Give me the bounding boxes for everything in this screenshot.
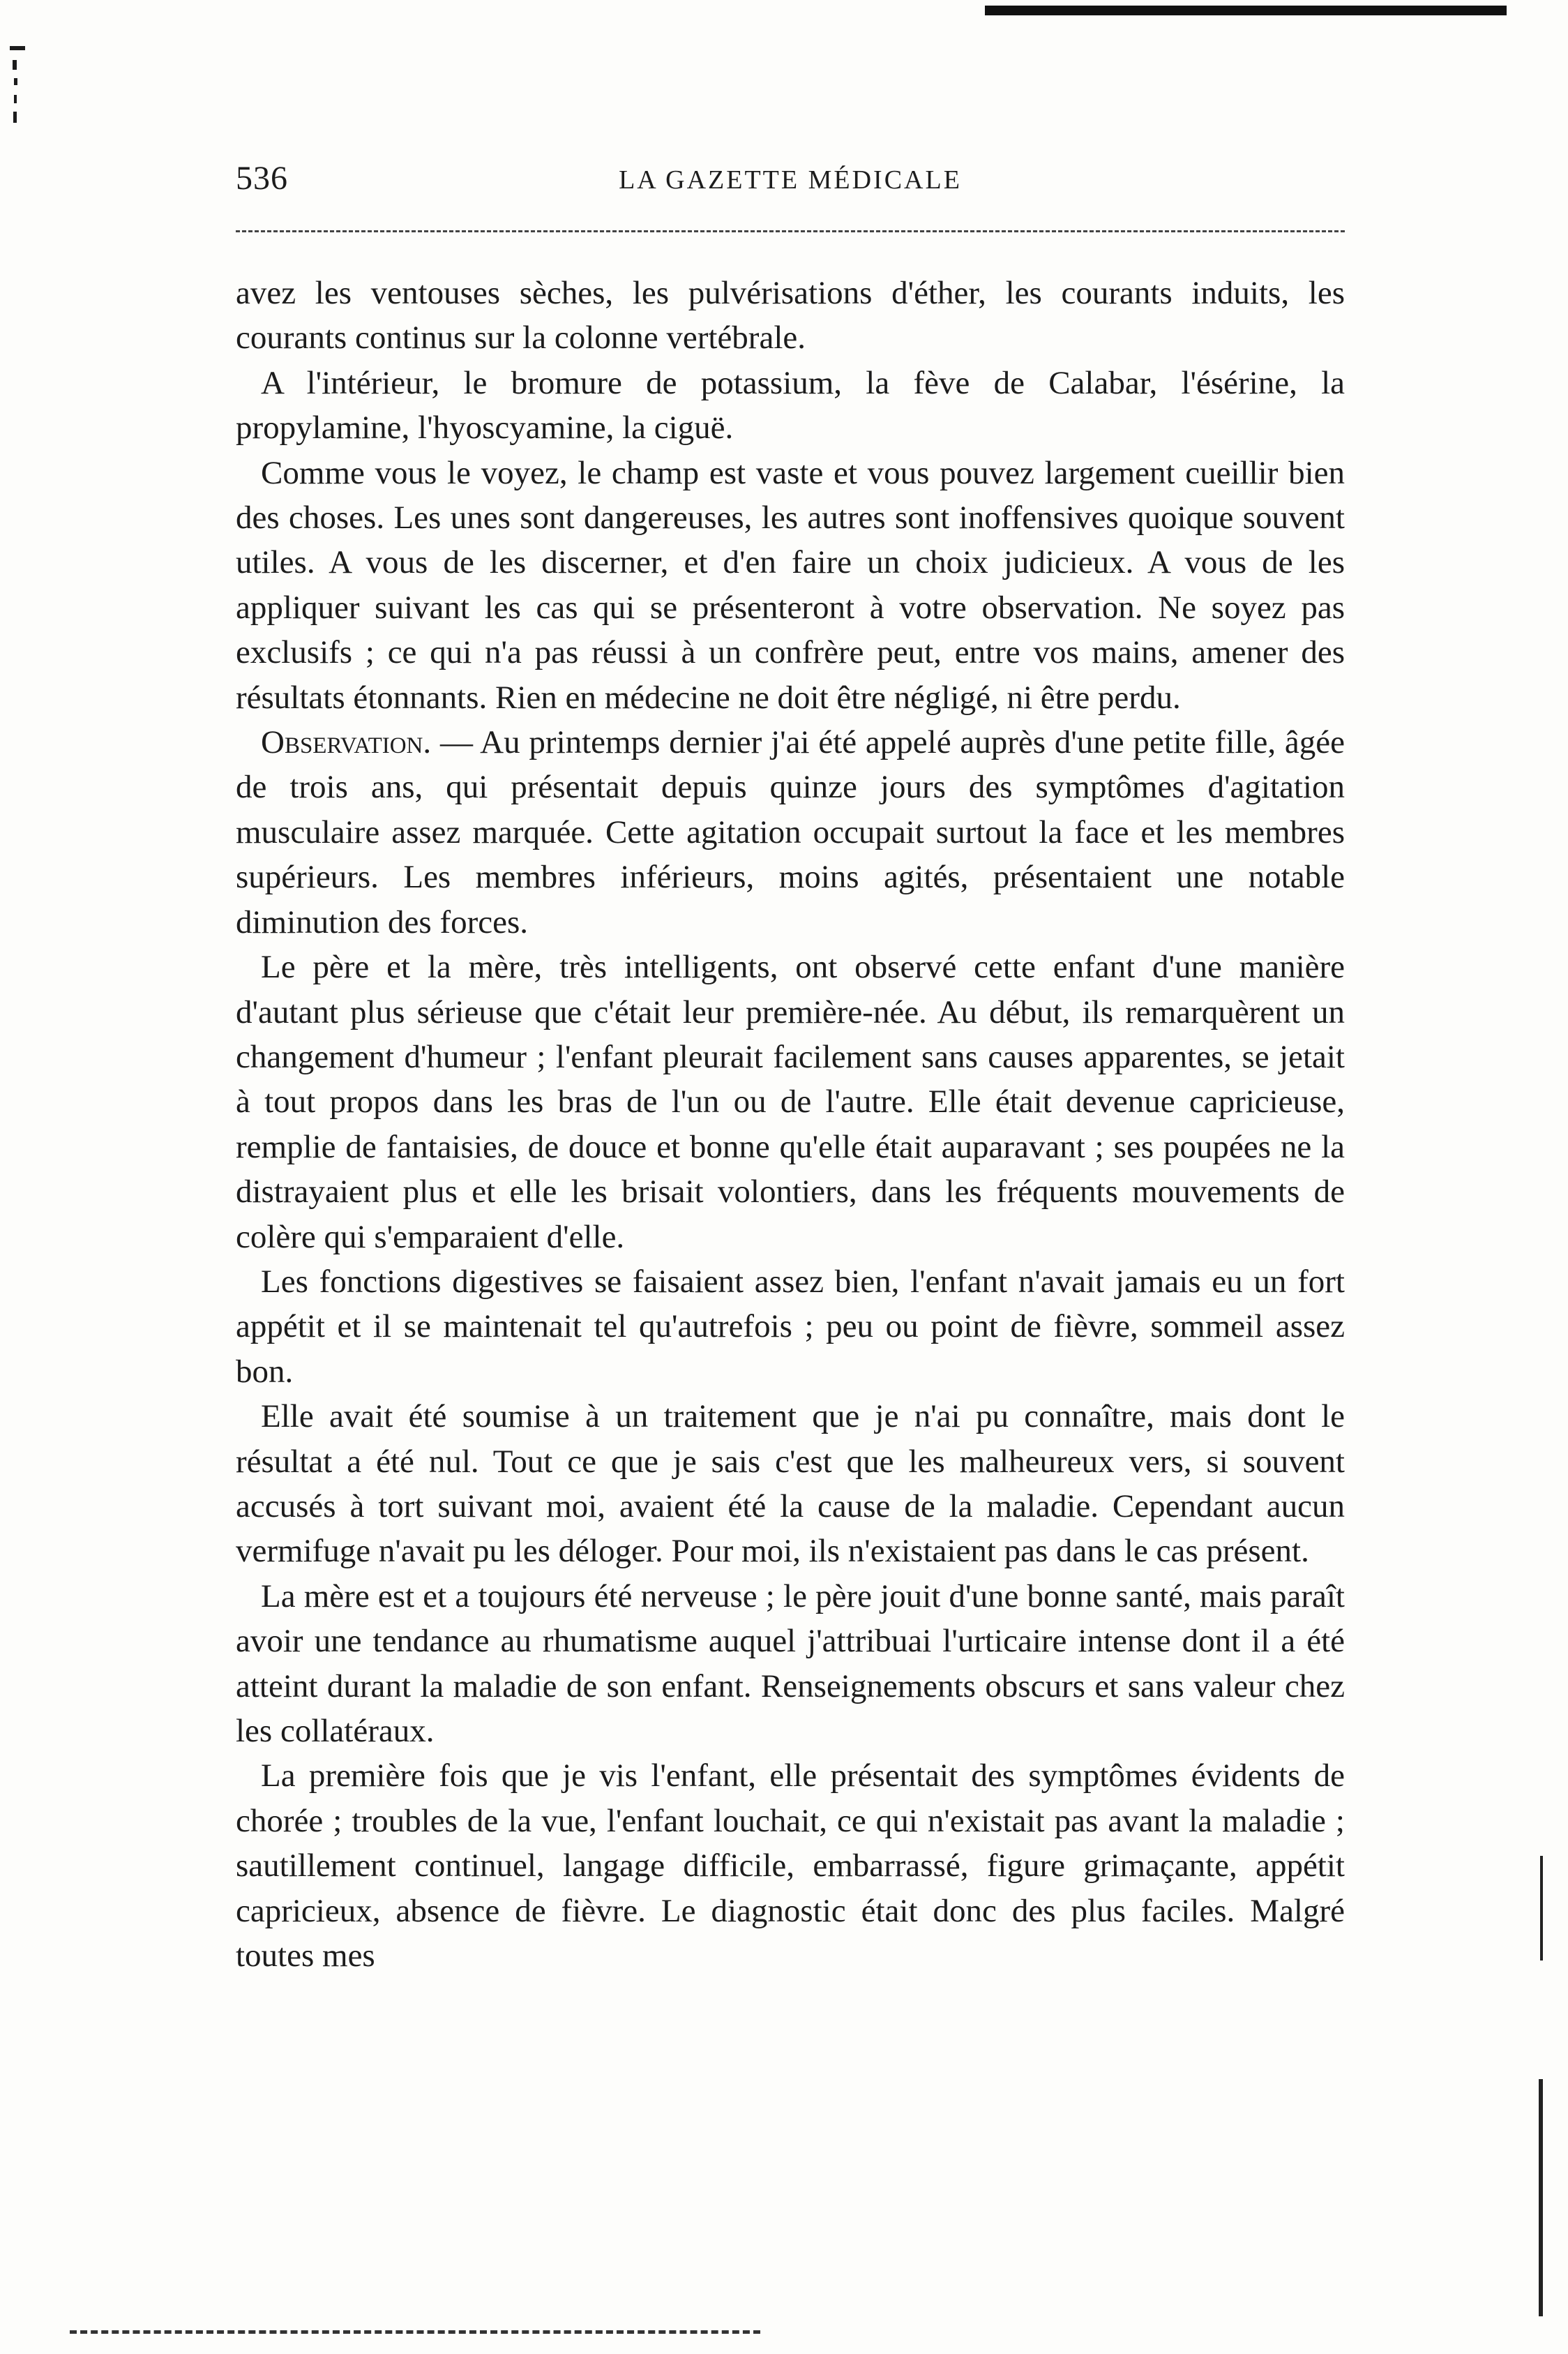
top-edge-rule: [985, 6, 1507, 15]
paragraph-2: A l'intérieur, le bromure de potassium, la fève de Calabar, l'ésérine, la propylamine, l'hyoscyamine, la ciguë.: [236, 364, 1345, 447]
paragraph-6: Les fonctions digestives se faisaient assez bien, l'enfant n'avait jamais eu un fort appétit et il se maintenait tel qu'autrefois ; peu ou point de fièvre, sommeil assez bon.: [236, 1263, 1345, 1390]
paragraph-9: La première fois que je vis l'enfant, elle présentait des symptômes évidents de chorée ; troubles de la vue, l'enfant louchait, ce qui n'existait pas avant la maladie ; sautillement continuel, langage difficile, embarrassé, figure grimaçante, appétit capricieux, absence de fièvre. Le diagnostic était donc des plus faciles. Malgré toutes mes: [236, 1757, 1345, 1974]
paragraph-observation: [236, 720, 1345, 945]
footer-rule: [70, 2330, 760, 2334]
paragraph-8: La mère est et a toujours été nerveuse ; le père jouit d'une bonne santé, mais paraît avoir une tendance au rhumatisme auquel j'attribuai l'urticaire intense dont il a été atteint durant la maladie de son enfant. Renseignements obscurs et sans valeur chez les collatéraux.: [236, 1577, 1345, 1749]
paragraph-5: Le père et la mère, très intelligents, ont observé cette enfant d'une manière d'autant plus sérieuse que c'était leur première-née. Au début, ils remarquèrent un changement d'humeur ; l'enfant pleurait facilement sans causes apparentes, se jetait à tout propos dans les bras de l'un ou de l'autre. Elle était devenue capricieuse, remplie de fantaisies, de douce et bonne qu'elle était auparavant ; ses poupées ne la distrayaient plus et elle les brisait volontiers, dans les fréquents mouvements de colère qui s'emparaient d'elle.: [236, 949, 1345, 1255]
page-header: [236, 159, 1345, 208]
observation-text: — Au printemps dernier j'ai été appelé auprès d'une petite fille, âgée de trois ans, qui présentait depuis quinze jours des symptômes d'agitation musculaire assez marquée. Cette agitation occupait surtout la face et les membres supérieurs. Les membres inférieurs, moins agités, présentaient une notable diminution des forces.: [236, 724, 1345, 940]
left-margin-marks: [10, 42, 27, 126]
paragraph-3: Comme vous le voyez, le champ est vaste et vous pouvez largement cueillir bien des choses. Les unes sont dangereuses, les autres sont inoffensives quoique souvent utiles. A vous de les discerner, et d'en faire un choix judicieux. A vous de les appliquer suivant les cas qui se présenteront à votre observation. Ne soyez pas exclusifs ; ce qui n'a pas réussi à un confrère peut, entre vos mains, amener des résultats étonnants. Rien en médecine ne doit être négligé, ni être perdu.: [236, 454, 1345, 716]
observation-heading: Observation.: [261, 724, 432, 761]
paragraph-7: Elle avait été soumise à un traitement que je n'ai pu connaître, mais dont le résultat a été nul. Tout ce que je sais c'est que les malheureux vers, si souvent accusés à tort suivant moi, avaient été la cause de la maladie. Cependant aucun vermifuge n'avait pu les déloger. Pour moi, ils n'existaient pas dans le cas présent.: [236, 1398, 1345, 1570]
body-text: [236, 271, 1345, 1978]
header-rule: [236, 230, 1345, 232]
running-title: LA GAZETTE MÉDICALE: [619, 165, 962, 195]
paragraph-1: avez les ventouses sèches, les pulvérisations d'éther, les courants induits, les courants continus sur la colonne vertébrale.: [236, 275, 1345, 357]
page-number: 536: [236, 160, 288, 197]
